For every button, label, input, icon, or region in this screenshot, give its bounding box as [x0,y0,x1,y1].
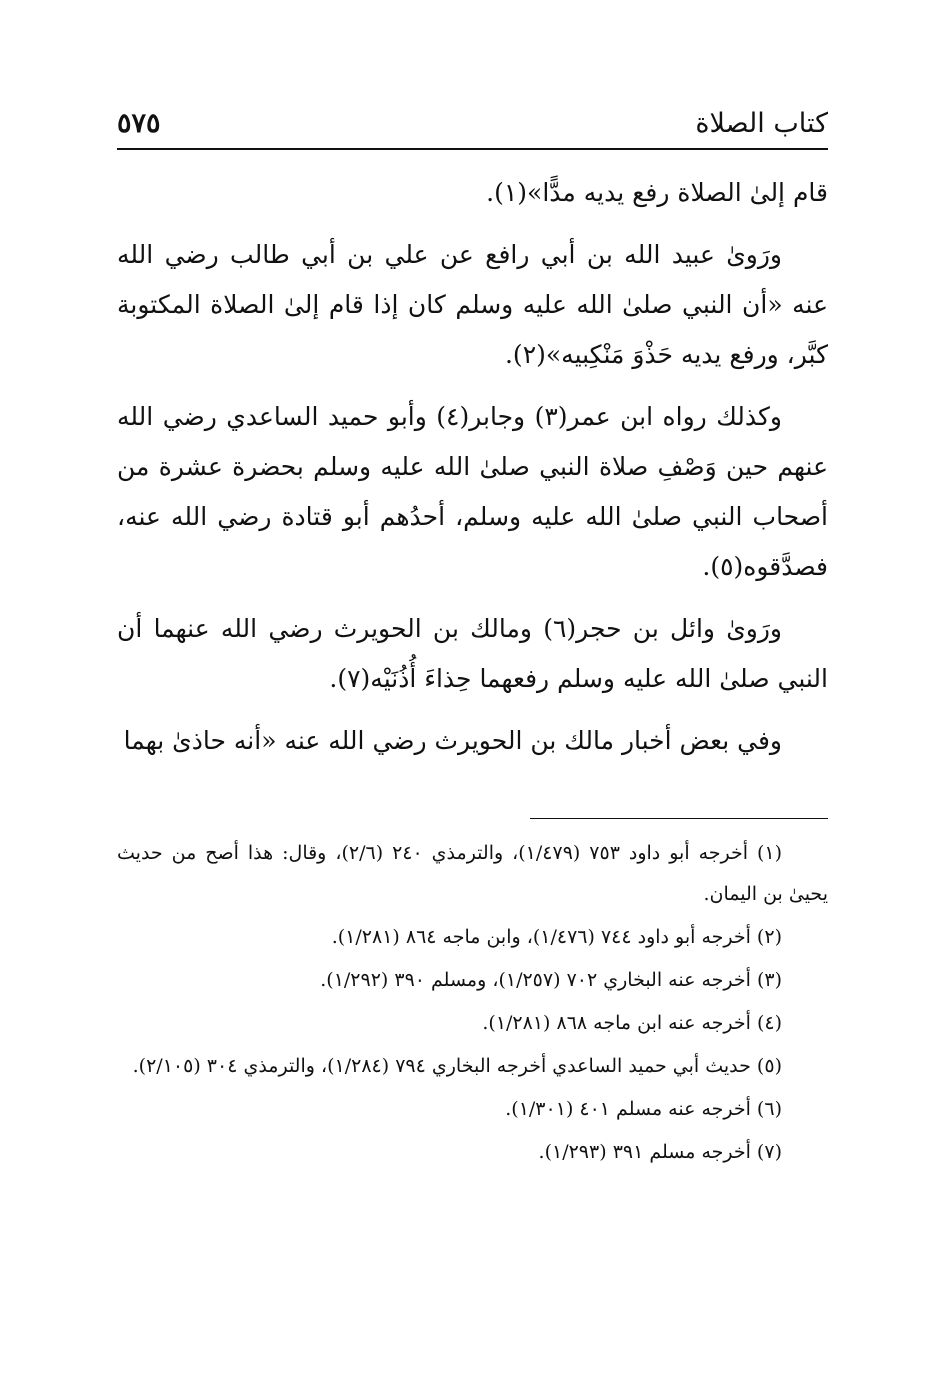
page-number: ٥٧٥ [117,108,161,139]
header-rule [117,148,828,150]
paragraph: ورَوىٰ عبيد الله بن أبي رافع عن علي بن أبي طالب رضي الله عنه «أن النبي صلىٰ الله عليه وسلم كان إذا قام إلىٰ الصلاة المكتوبة كبَّر، ورفع يديه حَذْوَ مَنْكِبيه»(٢). [117,240,828,369]
paragraph: وكذلك رواه ابن عمر(٣) وجابر(٤) وأبو حميد الساعدي رضي الله عنهم حين وَصْفِ صلاة النبي صلىٰ الله عليه وسلم بحضرة عشرة من أصحاب النبي صلىٰ الله عليه وسلم، أحدُهم أبو قتادة رضي الله عنه، فصدَّقوه(٥). [117,402,828,581]
footnote-item: (٦) أخرجه عنه مسلم ٤٠١ (١/٣٠١). [505,1098,782,1120]
paragraph: وفي بعض أخبار مالك بن الحويرث رضي الله عنه «أنه حاذىٰ بهما [123,726,782,755]
footnote-separator [530,818,828,819]
page-header [117,100,828,146]
footnotes [117,833,828,1175]
footnote-item: (١) أخرجه أبو داود ٧٥٣ (١/٤٧٩)، والترمذي ٢٤٠ (٢/٦)، وقال: هذا أصح من حديث يحيىٰ بن اليمان. [117,842,828,905]
footnote-item: (٥) حديث أبي حميد الساعدي أخرجه البخاري ٧٩٤ (١/٢٨٤)، والترمذي ٣٠٤ (٢/١٠٥). [132,1055,782,1077]
chapter-title: كتاب الصلاة [695,108,828,139]
footnote-item: (٢) أخرجه أبو داود ٧٤٤ (١/٤٧٦)، وابن ماجه ٨٦٤ (١/٢٨١). [331,926,782,948]
footnote-item: (٤) أخرجه عنه ابن ماجه ٨٦٨ (١/٢٨١). [482,1012,782,1034]
main-text [117,168,828,778]
footnote-item: (٣) أخرجه عنه البخاري ٧٠٢ (١/٢٥٧)، ومسلم ٣٩٠ (١/٢٩٢). [320,969,782,991]
footnote-item: (٧) أخرجه مسلم ٣٩١ (١/٢٩٣). [538,1141,782,1163]
paragraph: ورَوىٰ وائل بن حجر(٦) ومالك بن الحويرث رضي الله عنهما أن النبي صلىٰ الله عليه وسلم رفعهما حِذاءَ أُذُنَيْه(٧). [117,614,828,693]
paragraph: قام إلىٰ الصلاة رفع يديه مدًّا»(١). [486,178,828,207]
